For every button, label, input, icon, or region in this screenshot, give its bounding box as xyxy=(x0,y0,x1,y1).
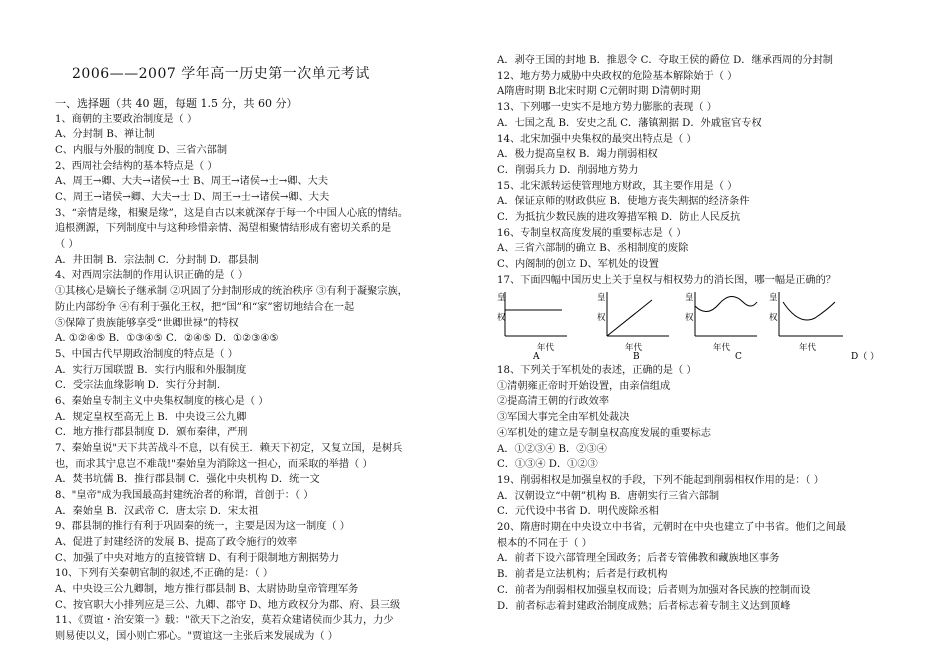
chart-b-ylabel-2: 权 xyxy=(597,313,606,323)
chart-b-option: B xyxy=(633,352,640,362)
text-line: C．前者为削弱相权加强皇权而设；后者则为加强对各民族的控制而设 xyxy=(497,584,811,596)
q17-charts-svg xyxy=(497,288,917,363)
chart-c-option: C xyxy=(735,352,742,362)
text-line: A．规定皇权至高无上 B．中央设三公九卿 xyxy=(55,411,247,423)
chart-c-ylabel-2: 权 xyxy=(685,313,694,323)
text-line: C、周王→诸侯→卿、大夫→士 D、周王→士→诸侯→卿、大夫 xyxy=(55,192,330,204)
text-line: A．前者下设六部管理全国政务；后者专管佛教和藏族地区事务 xyxy=(497,553,780,565)
text-line: C、内服与外服的制度 D、三省六部制 xyxy=(55,145,228,157)
text-line: 5、中国古代早期政治制度的特点是（ ） xyxy=(55,348,238,360)
text-line: A．七国之乱 B．安史之乱 C．藩镇割据 D．外戚宦官专权 xyxy=(497,117,762,129)
chart-a-option: A xyxy=(533,352,540,362)
text-line: ③军国大事完全由军机处裁决 xyxy=(497,412,630,424)
text-line: 也，而求其宁息岂不难哉!"秦始皇为消除这一担心，而采取的举措（ ） xyxy=(55,458,373,470)
chart-d-ylabel-2: 权 xyxy=(769,313,778,323)
text-line: 18、下列关于军机处的表述，正确的是（ ） xyxy=(497,365,697,376)
chart-d-ylabel-1: 皇 xyxy=(769,293,778,303)
chart-a-ylabel-2: 权 xyxy=(497,313,506,323)
chart-a-ylabel-1: 皇 xyxy=(497,293,506,303)
text-line: C．为抵抗少数民族的进攻筹措军粮 D．防止人民反抗 xyxy=(497,212,741,223)
text-line: C．削弱兵力 D．削弱地方势力 xyxy=(497,164,639,176)
text-line: A．汉朝设立“中朝”机构 B．唐朝实行三省六部制 xyxy=(497,490,720,502)
chart-d xyxy=(769,292,879,362)
text-line: A、分封制 B、禅让制 xyxy=(55,129,155,141)
text-line: C．①③④ D．①②③ xyxy=(497,459,598,471)
text-line: 20、隋唐时期在中央设立中书省，元朝时在中央也建立了中书省。他们之间最 xyxy=(497,522,847,533)
text-line: 19、削弱相权是加强皇权的手段，下列不能起到削弱相权作用的是：（ ） xyxy=(497,474,824,486)
text-line: ①清朝雍正帝时开始设置，由亲信组成 xyxy=(497,380,671,392)
text-line: ①其核心是嫡长子继承制 ②巩固了分封制形成的统治秩序 ③有利于凝聚宗族， xyxy=(55,286,408,298)
text-line: ②提高清王朝的行政效率 xyxy=(497,396,610,408)
text-line: B．前者是立法机构；后者是行政机构 xyxy=(497,569,668,581)
text-line: C．受宗法血缘影响 D．实行分封制. xyxy=(55,380,221,392)
text-line: ⑤保障了贵族能够享受“世卿世禄”的特权 xyxy=(55,317,239,329)
text-line: 2、西周社会结构的基本特点是（ ） xyxy=(55,160,218,172)
page-title: 2006——2007 学年高一历史第一次单元考试 xyxy=(72,66,370,82)
text-line: C、按官职大小排列应是三公、九卿、郡守 D、地方政权分为郡、府、县三级 xyxy=(55,599,401,611)
text-line: 11、《贾谊・治安策一》载："欲天下之治安，莫若众建诸侯而少其力，力少 xyxy=(55,615,394,627)
text-line: C、内阁制的创立 D、军机处的设置 xyxy=(497,259,659,271)
text-line: A、中央设三公九卿制，地方推行郡县制 B、太尉协助皇帝管理军务 xyxy=(55,584,359,596)
text-line: 6、秦始皇专制主义中央集权制度的核心是（ ） xyxy=(55,395,269,407)
text-line: A．秦始皇 B．汉武帝 C．唐太宗 D．宋太祖 xyxy=(55,505,259,517)
text-line: A、三省六部制的确立 B、丞相制度的废除 xyxy=(497,243,689,255)
chart-b-xlabel: 年代 xyxy=(625,343,643,353)
text-line: （ ） xyxy=(55,239,79,251)
text-line: A、促进了封建经济的发展 B、提高了政令施行的效率 xyxy=(55,537,298,549)
chart-c-ylabel-1: 皇 xyxy=(685,293,694,303)
text-line: C．地方推行郡县制度 D．颁布秦律，严刑 xyxy=(55,427,248,439)
text-line: 4、对西周宗法制的作用认识正确的是（ ） xyxy=(55,270,249,282)
q17-charts xyxy=(497,288,917,363)
chart-b-ylabel-1: 皇 xyxy=(597,293,606,303)
text-line: C、加强了中央对地方的直接管辖 D、有利于限制地方割据势力 xyxy=(55,552,340,564)
text-line: A隋唐时期 B北宋时期 C元朝时期 D清朝时期 xyxy=(497,86,701,98)
text-line: A．实行万国联盟 B．实行内服和外服制度 xyxy=(55,364,247,376)
chart-c-series xyxy=(695,296,757,311)
text-line: 防止内部纷争 ④有利于强化王权，把“国”和“家”密切地结合在一起 xyxy=(55,301,355,313)
chart-c xyxy=(685,292,757,362)
chart-d-series xyxy=(783,302,835,320)
text-line: A．保证京师的财政供应 B．使地方丧失割据的经济条件 xyxy=(497,196,750,208)
text-line: 17、下面四幅中国历史上关于皇权与相权势力的消长图，哪一幅是正确的？ xyxy=(497,274,836,286)
chart-b-series xyxy=(607,300,652,336)
text-line: 7、秦始皇说"天下共苦战斗不息，以有侯王．赖天下初定，又复立国，是树兵 xyxy=(55,442,403,454)
text-line: 则易使以义，国小则亡邪心。"贾谊这一主张后来发展成为（ ） xyxy=(55,631,338,643)
chart-c-xlabel: 年代 xyxy=(713,343,731,353)
text-line: 根本的不同在于（ ） xyxy=(497,537,592,549)
text-line: 1、商朝的主要政治制度是（ ） xyxy=(55,113,198,125)
text-line: 追根溯源，下列制度中与这种珍惜亲情、渴望相聚情结形成有密切关系的是 xyxy=(55,223,392,235)
text-line: 8、"皇帝"成为我国最高封建统治者的称谓，首创于：（ ） xyxy=(55,490,314,501)
text-line: D．前者标志着封建政治制度成熟；后者标志着专制主义达到顶峰 xyxy=(497,600,791,612)
text-line: 12、地方势力威胁中央政权的危险基本解除始于（ ） xyxy=(497,70,738,82)
text-line: A．极力提高皇权 B．竭力削弱相权 xyxy=(497,149,658,161)
chart-d-xlabel: 年代 xyxy=(799,343,817,353)
text-line: ④军机处的建立是专制皇权高度发展的重要标志 xyxy=(497,427,711,439)
chart-b xyxy=(597,292,669,362)
text-line: A．焚书坑儒 B．推行郡县制 C．强化中央机构 D．统一文 xyxy=(55,474,320,486)
text-line: 一、选择题（共 40 题，每题 1.5 分，共 60 分） xyxy=(55,97,298,110)
text-line: 9、郡县制的推行有利于巩固秦的统一，主要是因为这一制度（ ） xyxy=(55,521,350,533)
text-line: A. ①②④⑤ B．①③④⑤ C．②④⑤ D．①②③④⑤ xyxy=(55,333,279,345)
text-line: 15、北宋派转运使管理地方财政，其主要作用是（ ） xyxy=(497,180,738,192)
text-line: 16、专制皇权高度发展的重要标志是（ ） xyxy=(497,227,687,239)
text-line: 14、北宋加强中央集权的最突出特点是（ ） xyxy=(497,133,697,145)
text-line: 3、“亲情是缘，相聚是缘”，这是自古以来就深存于每一个中国人心底的情结。 xyxy=(55,207,409,219)
chart-d-option: D（ ） xyxy=(851,352,880,362)
chart-a-xlabel: 年代 xyxy=(537,343,555,353)
text-line: A、周王→卿、大夫→诸侯→士 B、周王→诸侯→士→卿、大夫 xyxy=(55,176,329,188)
text-line: 10、下列有关秦朝官制的叙述,不正确的是：（ ） xyxy=(55,568,274,580)
text-line: A．①②③④ B．②③④ xyxy=(497,443,607,455)
text-line: A．剥夺王国的封地 B．推恩令 C．夺取王侯的爵位 D．继承西周的分封制 xyxy=(497,55,833,66)
text-line: 13、下列哪一史实不是地方势力膨胀的表现（ ） xyxy=(497,102,717,114)
text-line: A．井田制 B．宗法制 C．分封制 D．郡县制 xyxy=(55,254,259,266)
text-line: C．元代设中书省 D．明代废除丞相 xyxy=(497,506,659,518)
chart-a xyxy=(497,292,567,362)
